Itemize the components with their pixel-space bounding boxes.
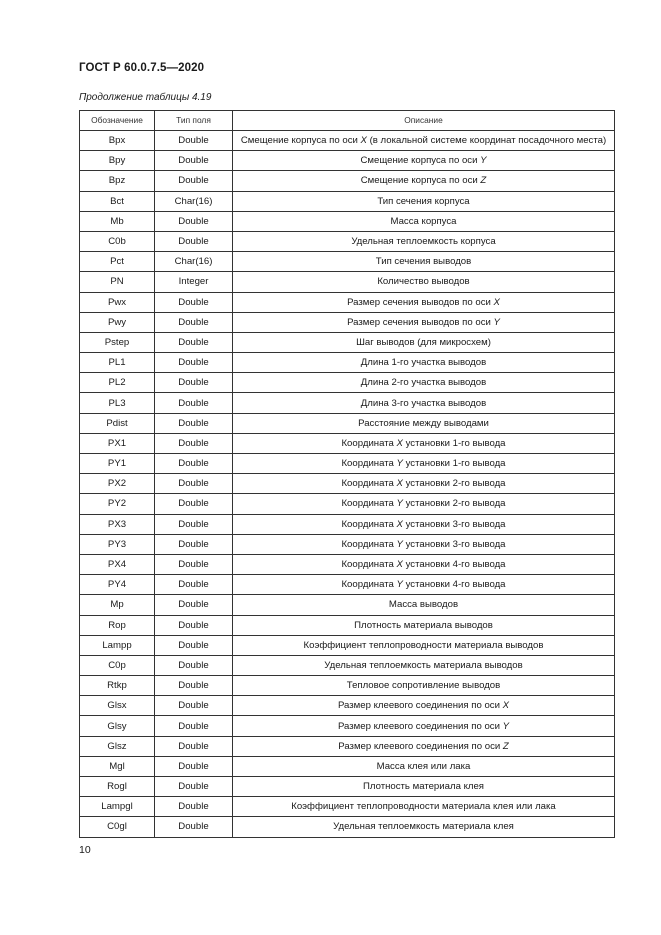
cell-description: Коэффициент теплопроводности материала выводов [233, 635, 615, 655]
cell-code: C0gl [80, 817, 155, 837]
table-row [80, 231, 615, 251]
cell-description: Коэффициент теплопроводности материала клея или лака [233, 797, 615, 817]
table-row [80, 252, 615, 272]
cell-description: Удельная теплоемкость корпуса [233, 231, 615, 251]
cell-description: Масса выводов [233, 595, 615, 615]
table-row [80, 292, 615, 312]
cell-type: Double [155, 151, 233, 171]
table-row [80, 353, 615, 373]
cell-code: PY3 [80, 534, 155, 554]
cell-description: Смещение корпуса по оси Y [233, 151, 615, 171]
cell-description: Смещение корпуса по оси Z [233, 171, 615, 191]
cell-type: Double [155, 373, 233, 393]
cell-description: Размер сечения выводов по оси X [233, 292, 615, 312]
cell-type: Char(16) [155, 191, 233, 211]
cell-description: Размер клеевого соединения по оси Z [233, 736, 615, 756]
cell-type: Double [155, 595, 233, 615]
table-row [80, 474, 615, 494]
cell-code: PL2 [80, 373, 155, 393]
cell-code: Rtkp [80, 676, 155, 696]
cell-code: Bpy [80, 151, 155, 171]
cell-description: Размер сечения выводов по оси Y [233, 312, 615, 332]
table-row [80, 676, 615, 696]
column-header-code: Обозначение [80, 111, 155, 131]
table-row [80, 797, 615, 817]
cell-description: Длина 2-го участка выводов [233, 373, 615, 393]
cell-type: Double [155, 554, 233, 574]
cell-code: Mb [80, 211, 155, 231]
column-header-description: Описание [233, 111, 615, 131]
cell-code: Glsx [80, 696, 155, 716]
cell-type: Double [155, 817, 233, 837]
table-row [80, 131, 615, 151]
table-row [80, 151, 615, 171]
cell-type: Integer [155, 272, 233, 292]
cell-type: Double [155, 494, 233, 514]
cell-type: Double [155, 777, 233, 797]
cell-description: Размер клеевого соединения по оси Y [233, 716, 615, 736]
table-row [80, 413, 615, 433]
cell-description: Тип сечения корпуса [233, 191, 615, 211]
cell-description: Шаг выводов (для микросхем) [233, 332, 615, 352]
cell-type: Double [155, 393, 233, 413]
cell-description: Тип сечения выводов [233, 252, 615, 272]
cell-code: PX4 [80, 554, 155, 574]
cell-code: C0b [80, 231, 155, 251]
table-row [80, 595, 615, 615]
table-header-row [80, 111, 615, 131]
cell-type: Double [155, 756, 233, 776]
cell-type: Char(16) [155, 252, 233, 272]
table-row [80, 554, 615, 574]
table-row [80, 817, 615, 837]
cell-code: Bct [80, 191, 155, 211]
cell-type: Double [155, 736, 233, 756]
table-row [80, 211, 615, 231]
cell-code: Bpz [80, 171, 155, 191]
table-row [80, 171, 615, 191]
cell-code: Lampgl [80, 797, 155, 817]
cell-type: Double [155, 676, 233, 696]
cell-type: Double [155, 353, 233, 373]
cell-type: Double [155, 231, 233, 251]
cell-code: Pwx [80, 292, 155, 312]
cell-type: Double [155, 433, 233, 453]
cell-type: Double [155, 312, 233, 332]
table-row [80, 635, 615, 655]
cell-type: Double [155, 716, 233, 736]
table-row [80, 191, 615, 211]
cell-code: Rogl [80, 777, 155, 797]
cell-code: PN [80, 272, 155, 292]
table-row [80, 494, 615, 514]
cell-description: Количество выводов [233, 272, 615, 292]
cell-type: Double [155, 454, 233, 474]
cell-description: Координата X установки 1-го вывода [233, 433, 615, 453]
cell-type: Double [155, 534, 233, 554]
cell-description: Длина 1-го участка выводов [233, 353, 615, 373]
document-header-title: ГОСТ Р 60.0.7.5—2020 [79, 62, 205, 74]
cell-description: Координата X установки 3-го вывода [233, 514, 615, 534]
cell-code: PY1 [80, 454, 155, 474]
cell-type: Double [155, 797, 233, 817]
cell-description: Плотность материала выводов [233, 615, 615, 635]
cell-description: Координата Y установки 2-го вывода [233, 494, 615, 514]
cell-type: Double [155, 211, 233, 231]
cell-type: Double [155, 292, 233, 312]
cell-code: Pstep [80, 332, 155, 352]
cell-code: Glsy [80, 716, 155, 736]
table-row [80, 393, 615, 413]
cell-code: PX3 [80, 514, 155, 534]
cell-code: Pwy [80, 312, 155, 332]
cell-code: C0p [80, 655, 155, 675]
cell-type: Double [155, 615, 233, 635]
cell-description: Координата X установки 4-го вывода [233, 554, 615, 574]
cell-type: Double [155, 635, 233, 655]
cell-code: PL1 [80, 353, 155, 373]
cell-code: PX1 [80, 433, 155, 453]
table-row [80, 312, 615, 332]
cell-description: Масса корпуса [233, 211, 615, 231]
cell-type: Double [155, 655, 233, 675]
table-caption: Продолжение таблицы 4.19 [79, 92, 212, 103]
cell-description: Удельная теплоемкость материала клея [233, 817, 615, 837]
cell-code: PY2 [80, 494, 155, 514]
cell-description: Смещение корпуса по оси X (в локальной системе координат посадочного места) [233, 131, 615, 151]
page-number: 10 [79, 844, 91, 856]
cell-type: Double [155, 514, 233, 534]
column-header-type: Тип поля [155, 111, 233, 131]
table-row [80, 575, 615, 595]
cell-type: Double [155, 696, 233, 716]
cell-description: Координата Y установки 4-го вывода [233, 575, 615, 595]
table-row [80, 716, 615, 736]
cell-description: Размер клеевого соединения по оси X [233, 696, 615, 716]
table-row [80, 756, 615, 776]
cell-code: Lampp [80, 635, 155, 655]
table-row [80, 615, 615, 635]
cell-type: Double [155, 332, 233, 352]
cell-description: Расстояние между выводами [233, 413, 615, 433]
cell-type: Double [155, 575, 233, 595]
table-row [80, 373, 615, 393]
table-row [80, 736, 615, 756]
table-row [80, 777, 615, 797]
cell-code: PL3 [80, 393, 155, 413]
cell-type: Double [155, 474, 233, 494]
cell-description: Тепловое сопротивление выводов [233, 676, 615, 696]
cell-description: Координата Y установки 1-го вывода [233, 454, 615, 474]
cell-description: Координата X установки 2-го вывода [233, 474, 615, 494]
cell-type: Double [155, 413, 233, 433]
cell-description: Плотность материала клея [233, 777, 615, 797]
cell-code: Mgl [80, 756, 155, 776]
cell-code: Rop [80, 615, 155, 635]
table-body [80, 131, 615, 838]
table-row [80, 332, 615, 352]
cell-code: PY4 [80, 575, 155, 595]
cell-description: Координата Y установки 3-го вывода [233, 534, 615, 554]
table-row [80, 454, 615, 474]
cell-code: Pct [80, 252, 155, 272]
cell-code: Bpx [80, 131, 155, 151]
cell-description: Длина 3-го участка выводов [233, 393, 615, 413]
parameters-table [79, 110, 615, 838]
table-row [80, 272, 615, 292]
cell-code: PX2 [80, 474, 155, 494]
table-row [80, 433, 615, 453]
table-row [80, 696, 615, 716]
table-row [80, 534, 615, 554]
cell-type: Double [155, 131, 233, 151]
cell-type: Double [155, 171, 233, 191]
table-row [80, 655, 615, 675]
cell-description: Удельная теплоемкость материала выводов [233, 655, 615, 675]
cell-code: Mp [80, 595, 155, 615]
table-row [80, 514, 615, 534]
cell-code: Pdist [80, 413, 155, 433]
cell-code: Glsz [80, 736, 155, 756]
cell-description: Масса клея или лака [233, 756, 615, 776]
